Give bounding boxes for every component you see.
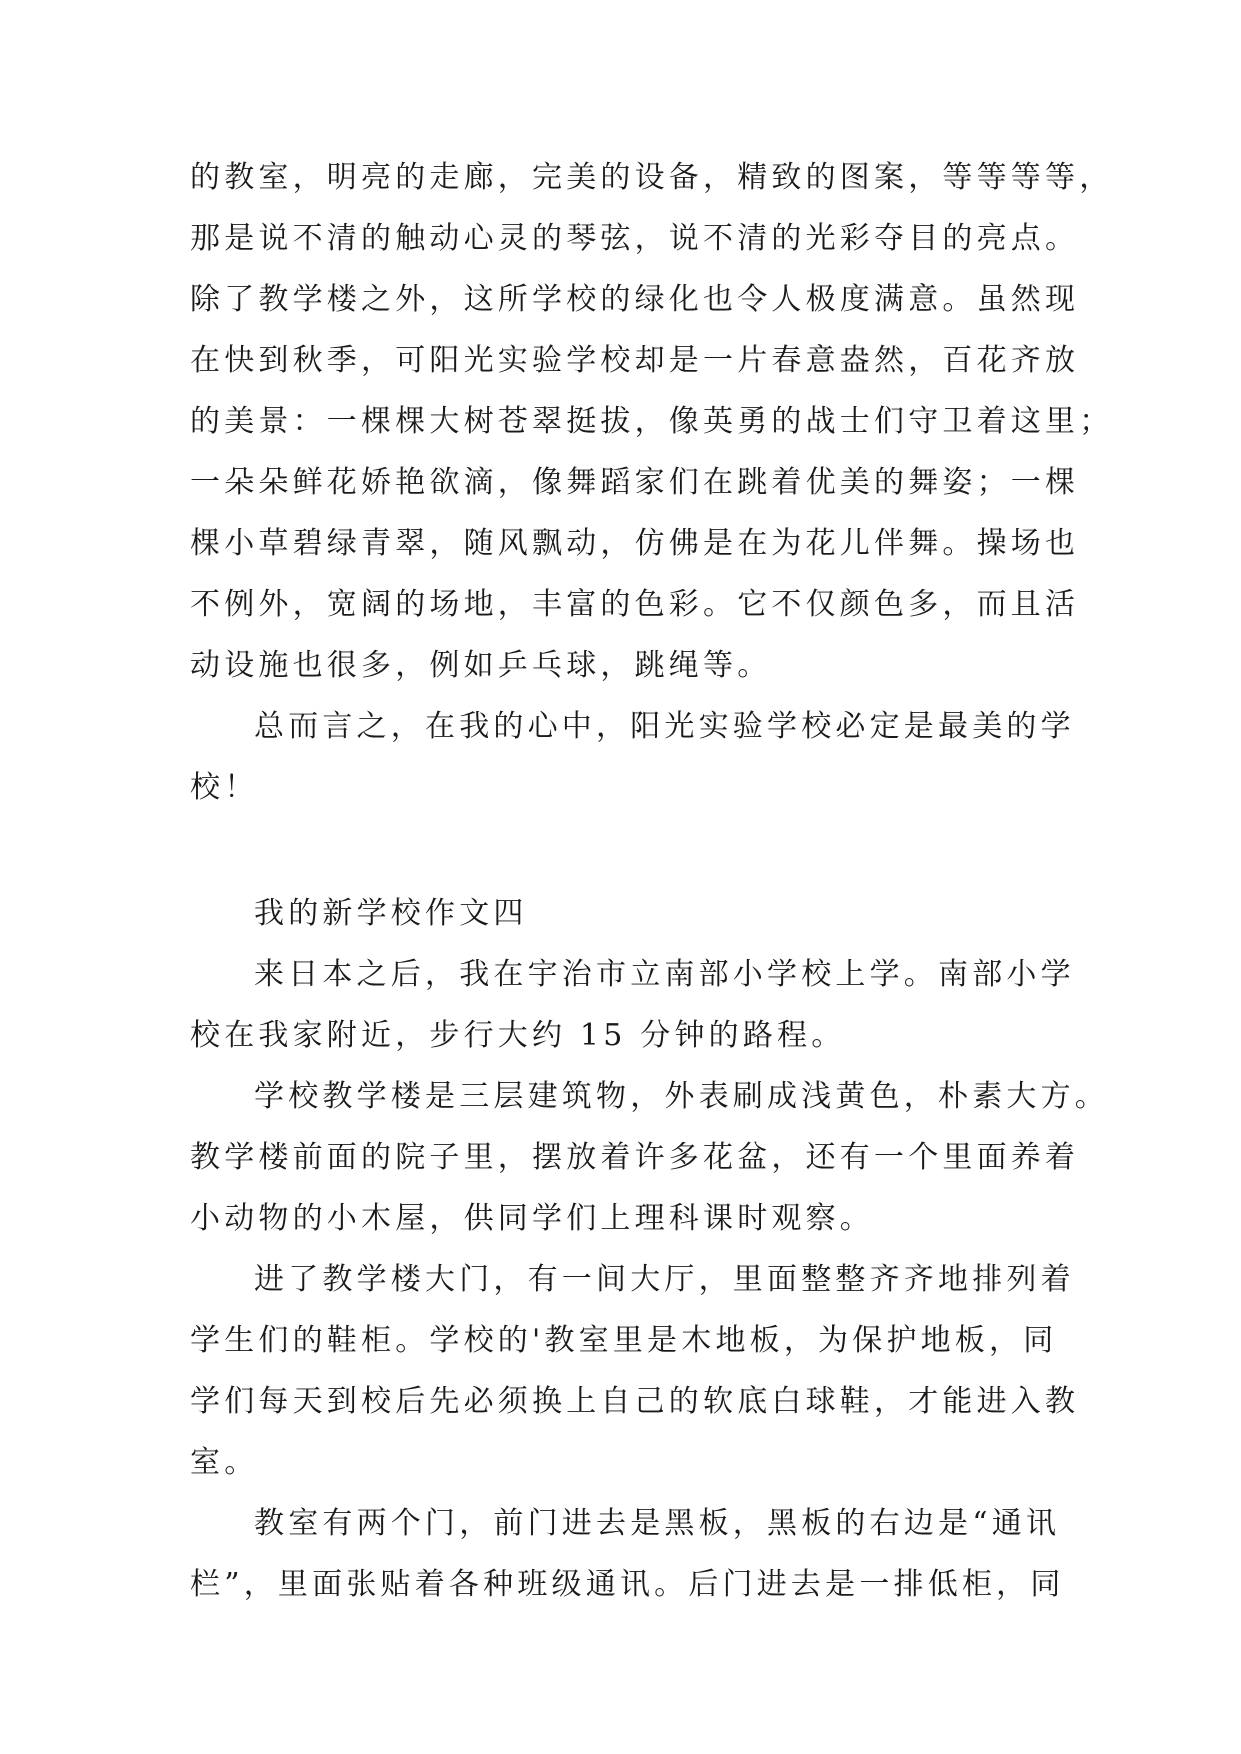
- text-line: 进了教学楼大门，有一间大厅，里面整整齐齐地排列着: [254, 1262, 1075, 1297]
- text-line: 那是说不清的触动心灵的琴弦，说不清的光彩夺目的亮点。: [190, 221, 1080, 256]
- text-line: 的美景：一棵棵大树苍翠挺拔，像英勇的战士们守卫着这里；: [190, 404, 1114, 439]
- text-line: 动设施也很多，例如乒乓球，跳绳等。: [190, 648, 772, 683]
- text-line: 教学楼前面的院子里，摆放着许多花盆，还有一个里面养着: [190, 1140, 1080, 1175]
- text-line: 学校教学楼是三层建筑物，外表刷成浅黄色，朴素大方。: [254, 1079, 1109, 1114]
- text-line: 栏”，里面张贴着各种班级通讯。后门进去是一排低柜，同: [190, 1567, 1065, 1602]
- text-line: 小动物的小木屋，供同学们上理科课时观察。: [190, 1201, 874, 1236]
- section-heading: 我的新学校作文四: [254, 896, 528, 931]
- text-line: 除了教学楼之外，这所学校的绿化也令人极度满意。虽然现: [190, 282, 1080, 317]
- text-line: 校！: [190, 770, 259, 805]
- text-line: 的教室，明亮的走廊，完美的设备，精致的图案，等等等等，: [190, 160, 1114, 195]
- text-line: 教室有两个门，前门进去是黑板，黑板的右边是“通讯: [254, 1506, 1061, 1541]
- text-line: 一朵朵鲜花娇艳欲滴，像舞蹈家们在跳着优美的舞姿；一棵: [190, 465, 1080, 500]
- text-line: 在快到秋季，可阳光实验学校却是一片春意盎然，百花齐放: [190, 343, 1080, 378]
- text-line: 校在我家附近，步行大约 15 分钟的路程。: [190, 1018, 846, 1053]
- text-line: 学生们的鞋柜。学校的'教室里是木地板，为保护地板，同: [190, 1323, 1058, 1358]
- text-line: 不例外，宽阔的场地，丰富的色彩。它不仅颜色多，而且活: [190, 587, 1080, 622]
- text-line: 来日本之后，我在宇治市立南部小学校上学。南部小学: [254, 957, 1075, 992]
- text-line: 棵小草碧绿青翠，随风飘动，仿佛是在为花儿伴舞。操场也: [190, 526, 1080, 561]
- text-line: 室。: [190, 1445, 259, 1480]
- text-line: 总而言之，在我的心中，阳光实验学校必定是最美的学: [254, 709, 1075, 744]
- text-line: 学们每天到校后先必须换上自己的软底白球鞋，才能进入教: [190, 1384, 1080, 1419]
